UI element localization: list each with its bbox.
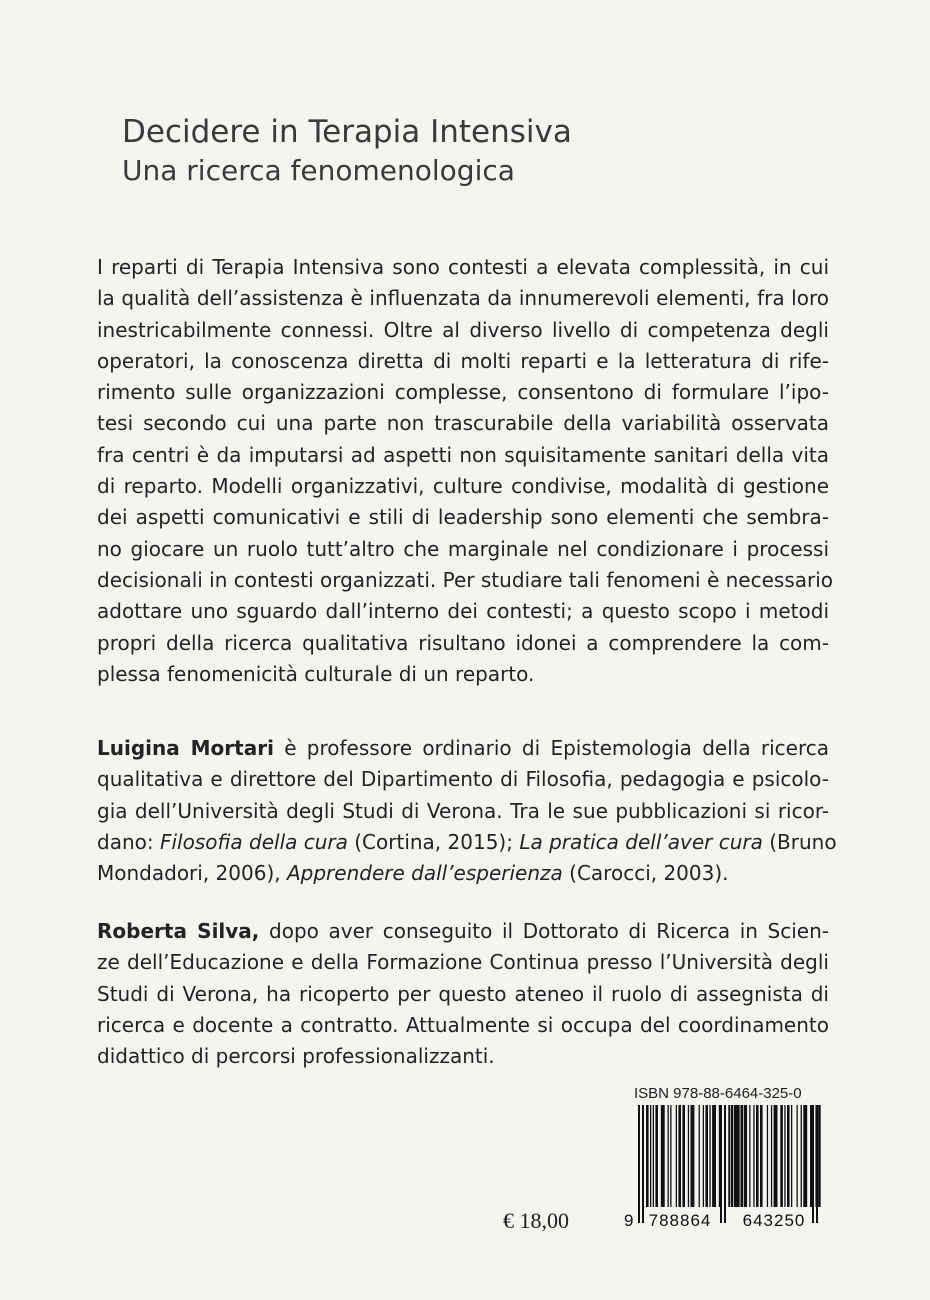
bio-line: didattico di percorsi professionalizzanti. [97,1044,495,1069]
blurb-line: rimento sulle organizzazioni complesse, consentono di formulare l’ipo- [97,380,829,405]
barcode-bar [756,1105,759,1207]
barcode-bar [760,1105,763,1207]
price: € 18,00 [503,1208,569,1233]
bio-line [97,827,837,858]
barcode-bar [705,1105,708,1207]
blurb-line: operatori, la conoscenza diretta di molti reparti e la letteratura di rife- [97,348,829,373]
bio-text: dopo aver conseguito il Dottorato di Ricerca in Scien- [259,919,829,943]
barcode-bar [653,1105,654,1207]
barcode-bar [699,1105,700,1207]
bio-text: dano: [97,829,160,854]
isbn-label: ISBN 978-88-6464-325-0 [634,1085,802,1102]
barcode-bar [712,1105,716,1207]
barcode-bar [803,1105,807,1207]
barcode-bar [655,1105,658,1207]
author-name: Luigina Mortari [97,736,274,760]
bio-line: Studi di Verona, ha ricoperto per questo ateneo il ruolo di assegnista di [97,981,829,1006]
barcode-bar [720,1105,722,1223]
blurb-line: di reparto. Modelli organizzativi, culture condivise, modalità di gestione [97,474,829,499]
barcode-bar [729,1105,730,1207]
barcode-bar [736,1105,740,1207]
book-title: Decidere in Terapia Intensiva [122,114,572,150]
blurb-line: no giocare un ruolo tutt’altro che marginale nel condizionare i processi [97,536,829,561]
barcode-bar [787,1105,790,1207]
blurb-line: fra centri è da imputarsi ad aspetti non squisitamente sanitari della vita [97,442,829,467]
bio-text: (Bruno [762,829,837,854]
bio-line: qualitativa e direttore del Dipartimento di Filosofia, pedagogia e psicolo- [97,767,829,792]
barcode-bar [771,1105,772,1207]
barcode-digit-first: 9 [624,1211,634,1230]
barcode-bar [816,1105,818,1223]
bio-line: gia dell’Università degli Studi di Verona. Tra le sue pubblicazioni si ricor- [97,798,829,823]
barcode-bar [691,1105,695,1207]
blurb-line: tesi secondo cui una parte non trascurabile della variabilità osservata [97,411,829,436]
barcode-bar [678,1105,681,1207]
bio-text: (Carocci, 2003). [562,861,729,886]
barcode-bar [661,1105,665,1207]
bio-line [97,858,829,889]
bio-text: (Cortina, 2015); [347,829,520,854]
barcode-bar [791,1105,792,1207]
book-reference: Filosofia della cura [159,829,348,854]
barcode-bar [670,1105,671,1207]
barcode-bar [774,1105,778,1207]
blurb-line: adottare uno sguardo dall’interno dei contesti; a questo scopo i metodi [97,599,829,624]
barcode-digits-right: 643250 [742,1211,806,1230]
author-name: Roberta Silva, [97,919,260,943]
barcode-bar [646,1105,649,1207]
barcode-bar [818,1105,821,1207]
author-bio-mortari [97,733,837,889]
barcode [624,1105,822,1230]
barcode-bar [676,1105,677,1207]
blurb-line: decisionali in contesti organizzati. Per studiare tali fenomeni è necessario [97,567,834,592]
barcode-bar [744,1105,747,1207]
barcode-bar [753,1105,754,1207]
barcode-bar [780,1105,783,1207]
barcode-bar [709,1105,710,1207]
bio-text: Mondadori, 2006), [97,861,287,886]
barcode-bar [784,1105,785,1207]
barcode-digits-left: 788864 [648,1211,712,1230]
bio-text: è professore ordinario di Epistemologia della ricerca [273,736,829,760]
book-reference: La pratica dell’aver cura [519,829,763,854]
barcode-bar [703,1105,704,1207]
blurb-line: propri della ricerca qualitativa risultano idonei a comprendere la com- [97,630,829,655]
blurb-line: la qualità dell’assistenza è influenzata da innumerevoli elementi, fra loro [97,286,829,311]
book-reference: Apprendere dall’esperienza [286,861,563,886]
barcode-bar [767,1105,768,1207]
bio-line [97,733,829,764]
blurb-line: I reparti di Terapia Intensiva sono contesti a elevata complessità, in cui [97,255,829,279]
barcode-bar [741,1105,742,1207]
bio-line: ze dell’Educazione e della Formazione Continua presso l’Università degli [97,950,829,975]
title-block [122,112,822,190]
barcode-bar [668,1105,669,1207]
author-bio-silva [97,916,829,1072]
barcode-bar [682,1105,685,1207]
barcode-bar [724,1105,726,1223]
blurb-line: dei aspetti comunicativi e stili di leadership sono elementi che sembra- [97,505,829,530]
barcode-bar [650,1105,651,1207]
barcode-bar [732,1105,733,1207]
blurb-line: plessa fenomenicità culturale di un reparto. [97,661,535,686]
barcode-bar [688,1105,689,1207]
bio-line [97,916,829,947]
barcode-bar [642,1105,644,1223]
bio-line: ricerca e docente a contratto. Attualmente si occupa del coordinamento [97,1012,829,1037]
barcode-bar [812,1105,814,1223]
blurb-line: inestricabilmente connessi. Oltre al diverso livello di competenza degli [97,317,829,342]
book-subtitle: Una ricerca fenomenologica [122,154,515,187]
book-blurb [97,252,834,690]
barcode-bar [801,1105,802,1207]
barcode-bar [797,1105,798,1207]
barcode-bar [749,1105,750,1207]
barcode-bar [638,1105,640,1223]
